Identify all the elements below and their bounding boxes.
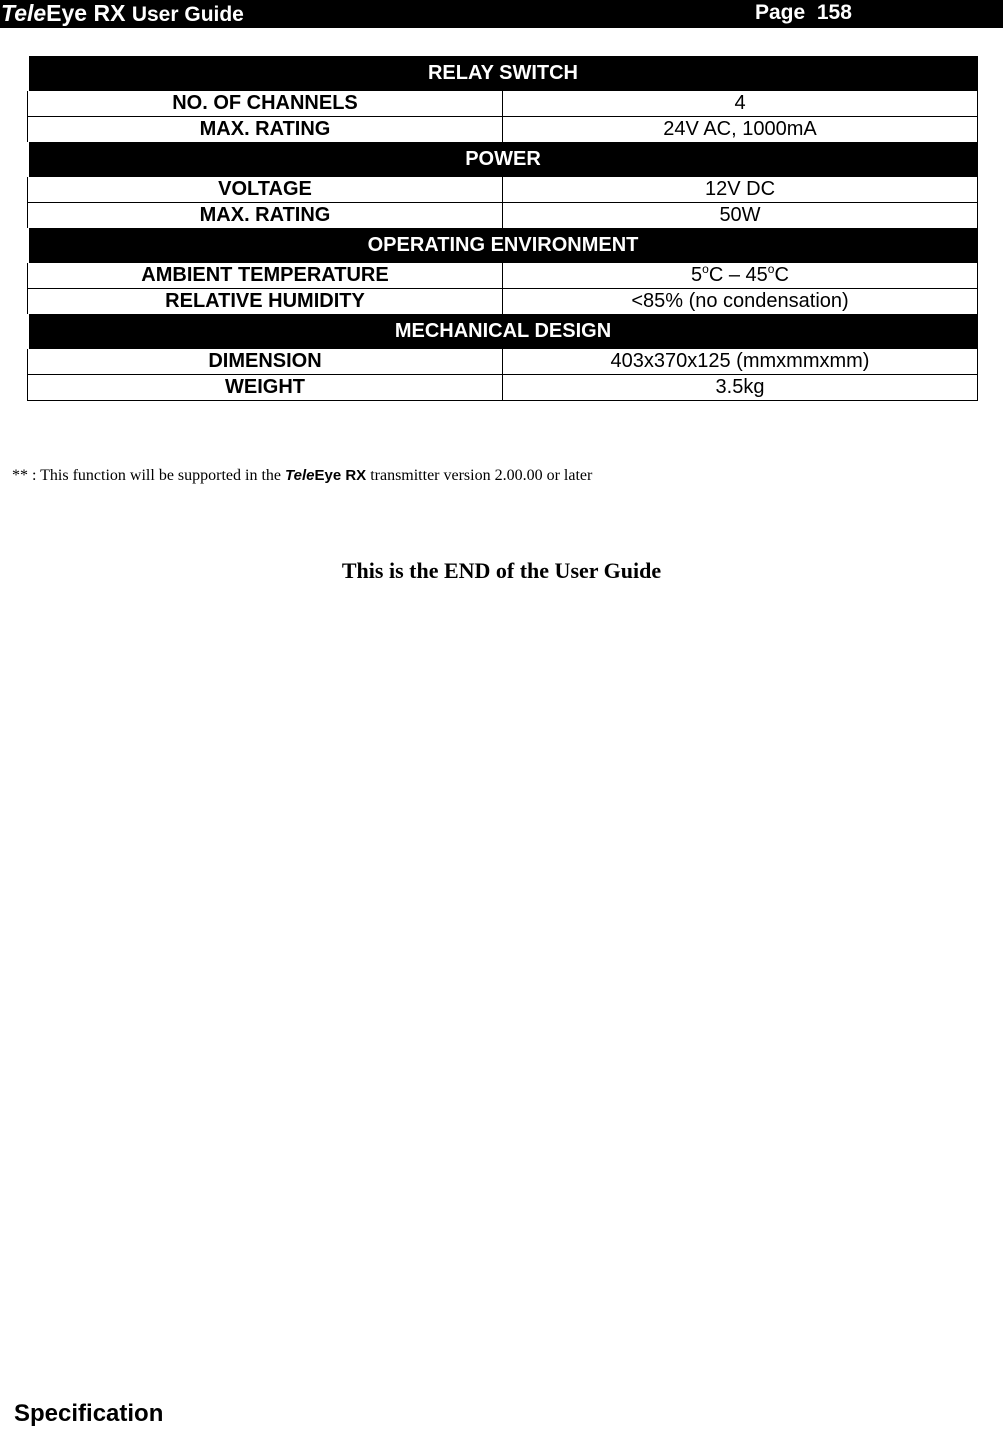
degree-mark: o — [767, 262, 775, 276]
page-label: Page — [755, 1, 806, 24]
spec-label: MAX. RATING — [28, 203, 503, 229]
specification-table — [26, 56, 978, 401]
header-guide-label: User Guide — [131, 3, 244, 26]
temp-unit: C — [774, 264, 789, 286]
table-row — [28, 91, 978, 117]
spec-label: NO. OF CHANNELS — [28, 91, 503, 117]
spec-value: 24V AC, 1000mA — [503, 117, 978, 143]
section-title: MECHANICAL DESIGN — [28, 315, 978, 349]
section-row — [28, 229, 978, 263]
page-number: 158 — [816, 1, 852, 24]
table-row — [28, 263, 978, 289]
spec-label: AMBIENT TEMPERATURE — [28, 263, 503, 289]
spec-value: 403x370x125 (mmxmmxmm) — [503, 349, 978, 375]
footnote — [12, 467, 592, 485]
spec-value: <85% (no condensation) — [503, 289, 978, 315]
table-row — [28, 375, 978, 401]
degree-mark: o — [702, 262, 709, 276]
footnote-brand-name: Eye RX — [314, 467, 367, 484]
footnote-suffix: transmitter version 2.00.00 or later — [370, 467, 593, 484]
footnote-brand — [285, 467, 366, 484]
section-row — [28, 57, 978, 91]
spec-value-temperature — [503, 263, 978, 289]
table-row — [28, 349, 978, 375]
temp-range: C – 45 — [708, 264, 768, 286]
footer-section-title: Specification — [14, 1400, 164, 1427]
temp-min: 5 — [691, 264, 703, 286]
footnote-prefix: ** : This function will be supported in the — [12, 467, 282, 484]
end-of-guide-note: This is the END of the User Guide — [341, 558, 662, 583]
section-row — [28, 315, 978, 349]
table-row — [28, 289, 978, 315]
spec-label: MAX. RATING — [28, 117, 503, 143]
spec-value: 12V DC — [503, 177, 978, 203]
header-brand-name: Eye RX — [46, 0, 126, 26]
table-row — [28, 117, 978, 143]
header-title — [1, 0, 244, 28]
table-row — [28, 177, 978, 203]
spec-label: WEIGHT — [28, 375, 503, 401]
spec-label: RELATIVE HUMIDITY — [28, 289, 503, 315]
header-brand-italic: Tele — [1, 0, 47, 26]
footnote-brand-italic: Tele — [285, 467, 315, 484]
section-title: POWER — [28, 143, 978, 177]
page-header — [0, 0, 1003, 28]
spec-value: 3.5kg — [503, 375, 978, 401]
section-row — [28, 143, 978, 177]
spec-label: DIMENSION — [28, 349, 503, 375]
table-row — [28, 203, 978, 229]
spec-value: 50W — [503, 203, 978, 229]
header-page-indicator — [755, 0, 852, 26]
spec-value: 4 — [503, 91, 978, 117]
section-title: OPERATING ENVIRONMENT — [28, 229, 978, 263]
section-title: RELAY SWITCH — [28, 57, 978, 91]
spec-label: VOLTAGE — [28, 177, 503, 203]
